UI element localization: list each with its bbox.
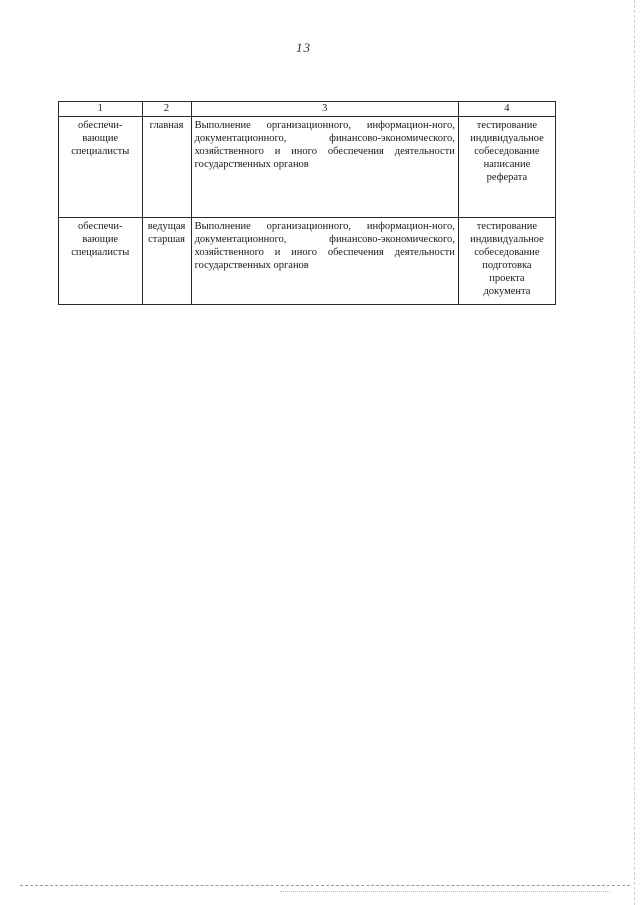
category-text: обеспечи- bbox=[78, 221, 123, 232]
method-text: документа bbox=[483, 286, 531, 297]
table-row bbox=[59, 218, 556, 305]
requirements-cell: Выполнение организационного, информацион-ного, документационного, финансово-экономического, хозяйственного и иного обеспечения деятельности государственных органов bbox=[191, 218, 458, 305]
method-text: тестирование bbox=[476, 120, 538, 131]
requirements-cell: Выполнение организационного, информацион-ного, документационного, финансово-экономического, хозяйственного и иного обеспечения деятельности государственных органов bbox=[191, 117, 458, 218]
method-text: индивидуальное bbox=[470, 133, 544, 144]
method-text: собеседование bbox=[474, 247, 540, 258]
method-text: реферата bbox=[486, 172, 528, 183]
method-text: проекта bbox=[489, 273, 525, 284]
method-text: написание bbox=[483, 159, 531, 170]
qualification-table bbox=[58, 101, 556, 305]
category-cell bbox=[59, 117, 143, 218]
scan-edge-artifact bbox=[634, 0, 636, 905]
category-text: специалисты bbox=[71, 146, 130, 157]
method-text: подготовка bbox=[482, 260, 532, 271]
category-text: специалисты bbox=[71, 247, 130, 258]
method-text: тестирование bbox=[476, 221, 538, 232]
category-cell bbox=[59, 218, 143, 305]
group-cell bbox=[142, 218, 191, 305]
methods-cell bbox=[458, 218, 555, 305]
column-header-2: 2 bbox=[142, 102, 191, 117]
category-text: обеспечи- bbox=[78, 120, 123, 131]
scan-bottom-artifact bbox=[280, 891, 610, 893]
group-text: старшая bbox=[148, 234, 185, 245]
column-header-4: 4 bbox=[458, 102, 555, 117]
table-header-row bbox=[59, 102, 556, 117]
page-number: 13 bbox=[296, 40, 311, 55]
category-text: вающие bbox=[82, 234, 119, 245]
method-text: собеседование bbox=[474, 146, 540, 157]
group-text: ведущая bbox=[147, 221, 186, 232]
category-text: вающие bbox=[82, 133, 119, 144]
column-header-1: 1 bbox=[59, 102, 143, 117]
column-header-3: 3 bbox=[191, 102, 458, 117]
group-cell bbox=[142, 117, 191, 218]
table-row bbox=[59, 117, 556, 218]
scan-bottom-artifact bbox=[20, 885, 630, 887]
group-text: главная bbox=[149, 120, 184, 131]
methods-cell bbox=[458, 117, 555, 218]
method-text: индивидуальное bbox=[470, 234, 544, 245]
